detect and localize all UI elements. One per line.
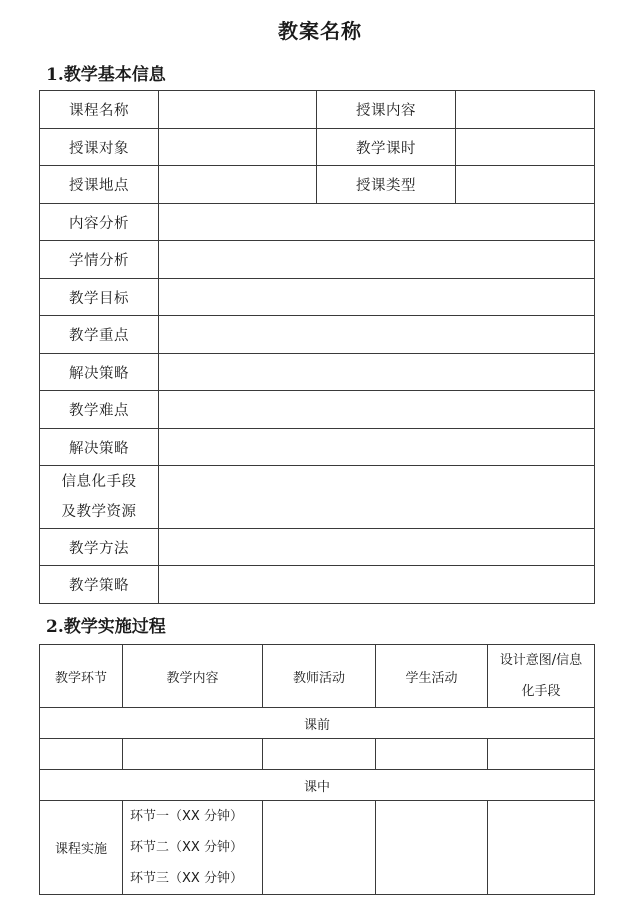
teaching-methods-label: 教学方法 [40, 529, 159, 566]
table-row [40, 391, 595, 429]
header-design-intent [488, 645, 595, 708]
header-student-activity: 学生活动 [376, 645, 488, 708]
teaching-strategy-label: 教学策略 [40, 566, 159, 604]
course-name-cell[interactable] [159, 91, 317, 129]
implementation-label: 课程实施 [40, 801, 123, 895]
document-title: 教案名称 [278, 19, 362, 43]
table-row [40, 429, 595, 466]
during-class-row-label: 课中 [40, 770, 595, 801]
info-resources-line2: 及教学资源 [61, 504, 137, 520]
location-cell[interactable] [159, 166, 317, 204]
table-row [40, 316, 595, 354]
teaching-goals-cell[interactable] [159, 279, 595, 316]
table-row [40, 354, 595, 391]
header-design-intent-line1: 设计意图/信息 [499, 653, 583, 668]
before-class-row-label: 课前 [40, 708, 595, 739]
student-analysis-label: 学情分析 [40, 241, 159, 279]
teaching-goals-label: 教学目标 [40, 279, 159, 316]
stage-item-3: 环节三（XX 分钟） [130, 871, 243, 886]
table-row [40, 279, 595, 316]
before-class-stage-cell[interactable] [40, 739, 123, 770]
header-design-intent-line2: 化手段 [521, 684, 561, 699]
before-class-teacher-cell[interactable] [263, 739, 376, 770]
teaching-strategy-cell[interactable] [159, 566, 595, 604]
course-name-label: 课程名称 [40, 91, 159, 129]
section-process-heading: 2.教学实施过程 [46, 617, 166, 637]
table-header-row [40, 645, 595, 708]
stage-list [123, 801, 263, 895]
strategy-cell-1[interactable] [159, 354, 595, 391]
info-resources-cell[interactable] [159, 466, 595, 529]
basic-info-table [39, 90, 595, 604]
table-row [40, 529, 595, 566]
header-teacher-activity: 教师活动 [263, 645, 376, 708]
table-row [40, 708, 595, 739]
content-analysis-label: 内容分析 [40, 204, 159, 241]
table-row [40, 770, 595, 801]
during-class-intent-cell[interactable] [488, 801, 595, 895]
info-resources-line1: 信息化手段 [61, 474, 137, 490]
header-content: 教学内容 [123, 645, 263, 708]
class-hours-label: 教学课时 [317, 129, 456, 166]
teaching-methods-cell[interactable] [159, 529, 595, 566]
table-row [40, 801, 595, 895]
table-row [40, 91, 595, 129]
stage-item-1: 环节一（XX 分钟） [130, 809, 243, 824]
table-row [40, 739, 595, 770]
class-type-label: 授课类型 [317, 166, 456, 204]
table-row [40, 129, 595, 166]
class-hours-cell[interactable] [456, 129, 595, 166]
stage-item-2: 环节二（XX 分钟） [130, 840, 243, 855]
table-row [40, 166, 595, 204]
table-row [40, 204, 595, 241]
difficulties-label: 教学难点 [40, 391, 159, 429]
key-points-cell[interactable] [159, 316, 595, 354]
audience-label: 授课对象 [40, 129, 159, 166]
table-row [40, 566, 595, 604]
table-row [40, 241, 595, 279]
before-class-intent-cell[interactable] [488, 739, 595, 770]
section-basic-info-heading: 1.教学基本信息 [46, 65, 166, 85]
during-class-teacher-cell[interactable] [263, 801, 376, 895]
before-class-content-cell[interactable] [123, 739, 263, 770]
header-stage: 教学环节 [40, 645, 123, 708]
strategy-cell-2[interactable] [159, 429, 595, 466]
content-analysis-cell[interactable] [159, 204, 595, 241]
location-label: 授课地点 [40, 166, 159, 204]
class-type-cell[interactable] [456, 166, 595, 204]
audience-cell[interactable] [159, 129, 317, 166]
during-class-student-cell[interactable] [376, 801, 488, 895]
teaching-content-cell[interactable] [456, 91, 595, 129]
teaching-content-label: 授课内容 [317, 91, 456, 129]
student-analysis-cell[interactable] [159, 241, 595, 279]
key-points-label: 教学重点 [40, 316, 159, 354]
info-resources-label [40, 466, 159, 529]
strategy-label-2: 解决策略 [40, 429, 159, 466]
before-class-student-cell[interactable] [376, 739, 488, 770]
strategy-label-1: 解决策略 [40, 354, 159, 391]
difficulties-cell[interactable] [159, 391, 595, 429]
teaching-process-table [39, 644, 595, 895]
table-row [40, 466, 595, 529]
